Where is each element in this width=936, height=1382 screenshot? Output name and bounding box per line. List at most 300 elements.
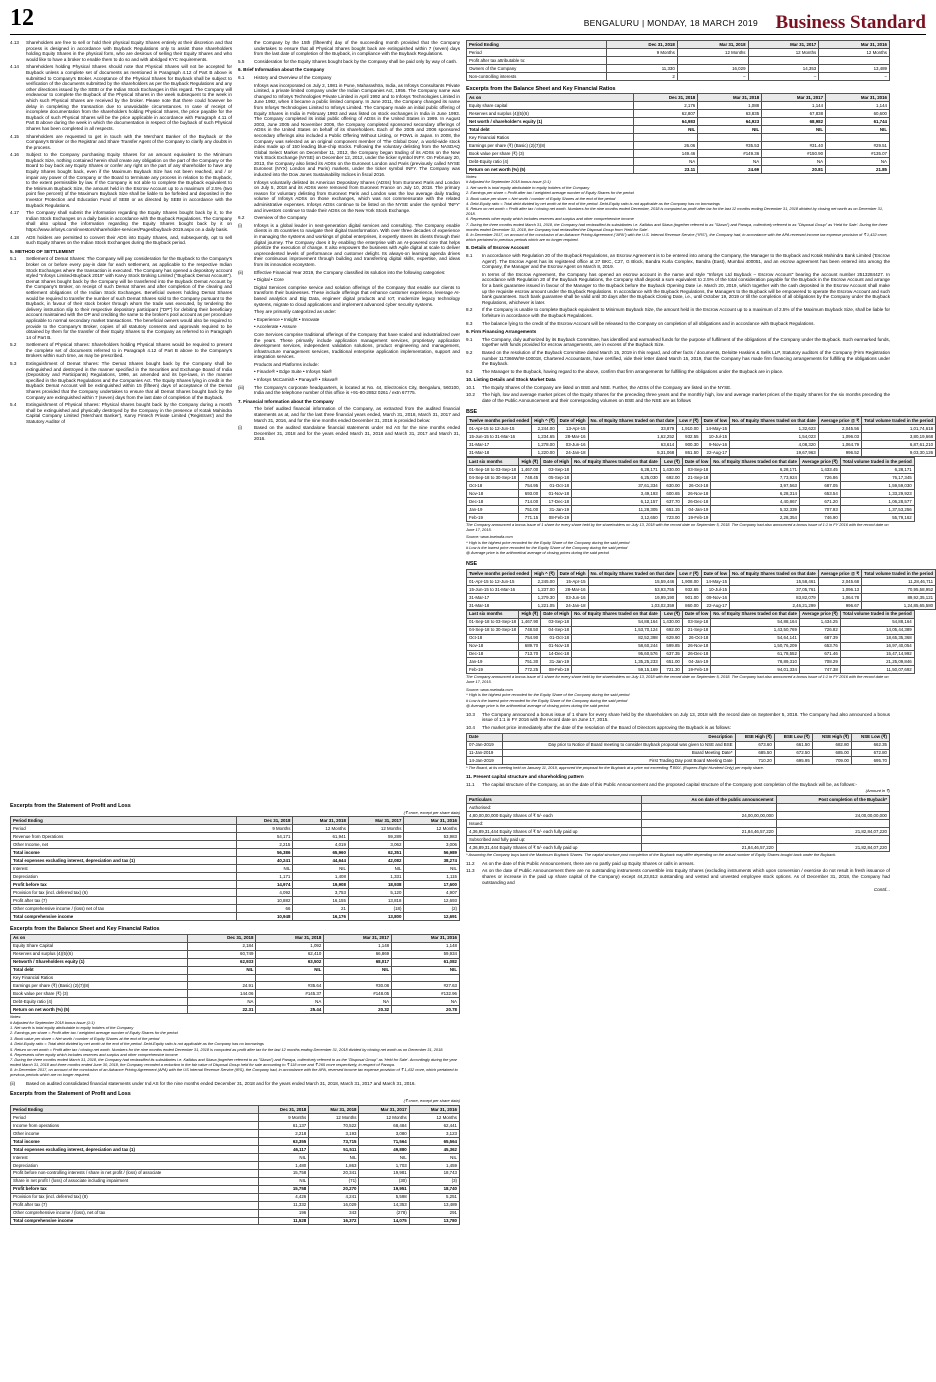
- column-header: Date of High: [557, 417, 588, 425]
- table-cell: 15-Apr-15: [557, 577, 588, 585]
- table-row: [11, 1169, 460, 1177]
- table-cell: 726.86: [799, 474, 840, 482]
- table-cell: Provision for tax (incl. deferred tax) (8): [11, 1193, 259, 1201]
- table-cell: Networth / Shareholders equity (1): [11, 958, 188, 966]
- table-row: [467, 489, 915, 497]
- paragraph-text: They are primarily categorized as under:: [254, 309, 337, 315]
- table-cell: 65,564: [409, 1137, 459, 1145]
- table-cell: 03-Sep-18: [541, 618, 572, 626]
- table-cell: 04-Jan-19: [682, 505, 710, 513]
- table-header-row: [467, 417, 936, 425]
- paragraph-text: Consideration for the Equity Shares bought back by the Company shall be paid only by way of cash.: [254, 58, 458, 64]
- table-cell: 1,459: [409, 1161, 459, 1169]
- note-line: 3. Book value per share = Net worth / number of Equity Shares at the end of the period: [10, 1035, 160, 1041]
- table-cell: 651.00: [660, 658, 682, 666]
- paragraph-number: [238, 309, 254, 315]
- table-cell: Day prior to Notice of Board meeting to consider Buyback proposal was given to NSE and BSE: [503, 741, 735, 749]
- table-cell: 01-Oct-18: [541, 482, 572, 490]
- table-cell: 3,193: [309, 1129, 359, 1137]
- column-header: No. of Equity Shares traded on that date: [711, 458, 800, 466]
- section-title: Brief Information about the Company: [243, 67, 325, 73]
- paragraph: [466, 861, 890, 867]
- paragraph: [238, 332, 460, 360]
- table-cell: 709.00: [812, 757, 851, 765]
- table-cell: 03-Sep-18: [682, 618, 710, 626]
- table-cell: 31-Mar-17: [467, 441, 532, 449]
- table-cell: [762, 134, 826, 142]
- table-cell: 14-May-15: [701, 577, 729, 585]
- table-cell: NA: [633, 158, 697, 166]
- paragraph-number: 4.14: [10, 64, 19, 70]
- paragraph-number: (ii): [10, 1080, 16, 1086]
- table-cell: 707.93: [799, 505, 840, 513]
- table-cell: Other comprehensive income / (loss), net of tax: [11, 1209, 259, 1217]
- note-line: Notes:: [10, 1014, 22, 1020]
- paragraph-text: Subject to the Company purchasing Equity Shares for an amount equivalent to the Minimum Buyback Size, nothing contained herein shall create any obligation on the part of the Company or the Board to buy back any Equity Shares or confer any right on the part of any shareholder to have any Equity Shares bought back, even if the Maximum Buyback Size has not been reached, and / or impair any power of the Company or the Board to terminate any process in relation to the Buyback, to the extent permissible by law. If the Company is not able to complete the Buyback equivalent to the Minimum Buyback Size, the amount held in the Escrow Account up to a maximum of 2.5% (two point five percent) of the Maximum Buyback Size shall be liable to be forfeited and deposited in the Investor Protection and Education Fund of SEBI or as directed by SEBI in accordance with the Buyback Regulations.: [26, 152, 232, 208]
- table-cell: 5,251: [409, 1193, 459, 1201]
- table-cell: 3,062: [348, 841, 404, 849]
- table-cell: #35.53: [698, 142, 762, 150]
- table-cell: 54,88,164: [711, 618, 800, 626]
- paragraph-number: 4.15: [10, 133, 19, 139]
- table-cell: NA: [324, 998, 392, 1006]
- table-cell: 26-Nov-18: [682, 642, 710, 650]
- table-cell: 54,171: [237, 833, 293, 841]
- table-cell: 685.00: [812, 749, 851, 757]
- table-cell: #31.40: [762, 142, 826, 150]
- table-cell: 653.76: [799, 642, 840, 650]
- note-line: ^ High is the highest price recorded for the Equity Share of the Company during the said period: [466, 692, 630, 698]
- table-cell: 09-Nov-16: [701, 593, 729, 601]
- table-cell: 62,441: [409, 1121, 459, 1129]
- table-cell: Reserves and surplus (4)(5)(6): [467, 110, 634, 118]
- table-cell: 1,430.00: [660, 618, 682, 626]
- table-cell: 08-Feb-19: [541, 513, 572, 521]
- table-header-row: [467, 94, 890, 102]
- table-cell: 78,89,310: [711, 658, 800, 666]
- table-cell: 3,80,19,668: [862, 433, 936, 441]
- table-row: [11, 1217, 460, 1225]
- paragraph-text: ADS holders are permitted to convert their ADS into Equity Shares, and, subsequently, opt to sell such Equity Shares on the Indian Stock Exchanges during the Buyback period.: [26, 234, 232, 246]
- table-cell: 3,080: [359, 1129, 409, 1137]
- column-header: Mar 31, 2016: [826, 94, 890, 102]
- table-cell: [819, 56, 890, 64]
- paragraph-number: 5.5: [238, 58, 245, 64]
- table-cell: Profit after tax attributable to:: [467, 56, 607, 64]
- table-cell: 89,92,35,121: [862, 593, 936, 601]
- table-row: [11, 857, 460, 865]
- column-header: BSE Low (₹): [774, 733, 812, 741]
- table-cell: NIL: [258, 1153, 309, 1161]
- masthead-logo: Business Standard: [775, 12, 926, 33]
- table-cell: 751.00: [519, 505, 541, 513]
- section-heading: [238, 67, 460, 73]
- table-cell: 3,123: [409, 1129, 459, 1137]
- table-row: [467, 741, 890, 749]
- table-cell: Owners of the Company: [467, 64, 607, 72]
- table-cell: 01-Nov-18: [541, 642, 572, 650]
- data-table: [466, 795, 890, 852]
- paragraph-text: The Company, duly authorized by its Buyback Committee, has identified and earmarked funds for the purpose of fulfilment of the obligations of the Company under the Buyback. Such earmarked funds, together with funds provided for escrow arrangements, are in excess of the Buyback Size.: [482, 336, 890, 348]
- table-cell: 10-Jul-15: [701, 585, 729, 593]
- table-cell: 24,00,00,00,000: [642, 812, 777, 820]
- table-cell: 42,082: [348, 857, 404, 865]
- table-row: [467, 601, 936, 609]
- table-cell: 1,863: [309, 1161, 359, 1169]
- table-cell: 149.46: [633, 150, 697, 158]
- paragraph: [238, 385, 460, 396]
- paragraph-text: As on the date of this Public Announcement, there are no partly paid up Equity Shares or calls in arrears.: [482, 860, 695, 866]
- paragraph: [10, 342, 232, 359]
- table-cell: 630.00: [660, 482, 682, 490]
- table-row: [11, 950, 460, 958]
- note-line: 6. Represents other equity which includes reserves and surplus and other comprehensive income: [466, 216, 634, 222]
- section-number: 8.: [466, 245, 470, 251]
- table-cell: 2,245.00: [532, 577, 557, 585]
- table-cell: 21,84,46,57,220: [642, 844, 777, 852]
- table-cell: 5,120: [348, 889, 404, 897]
- paragraph-text: Products and Platforms include:: [254, 361, 319, 367]
- table-cell: 60,600: [826, 110, 890, 118]
- table-cell: 1,115: [404, 873, 460, 881]
- note-line: ^ High is the highest price recorded for the Equity Share of the Company during the said period: [466, 539, 630, 545]
- column-header: No. of Equity Shares traded on that date: [711, 610, 800, 618]
- paragraph: [466, 307, 890, 318]
- table-row: [467, 658, 915, 666]
- table-cell: Board Meeting Date*: [503, 749, 735, 757]
- table-cell: 64,983: [633, 118, 697, 126]
- paragraph: [10, 361, 232, 400]
- paragraph-number: (i): [238, 425, 243, 431]
- table-cell: 291: [409, 1209, 459, 1217]
- paragraph-text: Digital Services comprise service and solution offerings of the Company that enable our clients to transform their businesses. These include offerings that enhance customer experience, leverage AI-based analytics and Big Data, engineer digital products and IoT, modernize legacy technology systems, migrate to cloud applications and implement advanced cyber security systems.: [254, 284, 460, 307]
- table-cell: 5,598: [359, 1193, 409, 1201]
- table-row: [467, 820, 890, 828]
- table-cell: Dec-18: [467, 650, 519, 658]
- table-cell: 11,28,305: [572, 505, 661, 513]
- table-cell: 82,52,398: [572, 634, 661, 642]
- table-cell: [698, 134, 762, 142]
- table-cell: 721.30: [660, 666, 682, 674]
- table-cell: 4,40,867: [711, 497, 800, 505]
- column-header: Mar 31, 2016: [409, 1105, 459, 1113]
- table-cell: 40,241: [237, 857, 293, 865]
- table-cell: 59,934: [392, 950, 460, 958]
- table-cell: 1,59,59,030: [840, 482, 914, 490]
- table-cell: 01-Sep-18 to 03-Sep-18: [467, 618, 519, 626]
- section-number: 10.: [466, 377, 473, 383]
- table-row: [11, 1185, 460, 1193]
- table-cell: 18,740: [409, 1185, 459, 1193]
- table-cell: 4,36,89,31,444 Equity Shares of ₹ 5/- each fully paid up: [467, 844, 642, 852]
- table-notes: [466, 535, 890, 556]
- table-cell: 751.30: [519, 658, 541, 666]
- table-cell: 1,467.00: [519, 466, 541, 474]
- table-cell: 16,029: [677, 64, 748, 72]
- table-cell: Profit after tax (7): [11, 897, 237, 905]
- table-cell: 12 Months: [677, 48, 748, 56]
- note-line: 8. In December 2017, on account of the conclusion of an Advance Pricing Agreement ("APA") with the U.S. Internal Revenue Service ("IRS"), the Company had, in accordance with the APA reversed income tax expense provision of ₹ 1,432 crore, which pertained to previous periods which are no longer required.: [466, 231, 888, 242]
- table-cell: 1,703: [359, 1161, 409, 1169]
- table-cell: 83,82,079: [730, 593, 819, 601]
- table-row: [467, 650, 915, 658]
- table-cell: 21,82,84,07,220: [776, 844, 889, 852]
- column-header: Particulars: [467, 796, 642, 804]
- table-cell: 12 Months: [409, 1113, 459, 1121]
- paragraph-text: History and Overview of the Company: [254, 74, 332, 80]
- column-header: BSE High (₹): [735, 733, 774, 741]
- table-cell: 61,082: [392, 958, 460, 966]
- table-row: [11, 1201, 460, 1209]
- table-cell: 04-Jan-19: [682, 658, 710, 666]
- table-cell: 2,46,21,299: [730, 601, 819, 609]
- table-row: [11, 1121, 460, 1129]
- table-cell: 22.31: [188, 1006, 256, 1014]
- table-cell: 07-Jan-2019: [467, 741, 503, 749]
- table-cell: (30): [359, 1177, 409, 1185]
- table-cell: 695.95: [774, 757, 812, 765]
- table-cell: 54,88,164: [840, 618, 914, 626]
- table-cell: [606, 56, 677, 64]
- table-cell: 6,28,314: [711, 489, 800, 497]
- table-cell: 5,31,068: [588, 449, 677, 457]
- data-table: [466, 416, 936, 457]
- table-cell: 1,408: [293, 873, 349, 881]
- table-row: [467, 844, 890, 852]
- table-row: [467, 72, 890, 80]
- section-number: 11.: [466, 774, 473, 780]
- table-cell: 710.20: [735, 757, 774, 765]
- paragraph: [238, 285, 460, 307]
- table-row: [467, 102, 890, 110]
- paragraph-number: [238, 324, 254, 330]
- paragraph-number: (iii): [238, 384, 245, 390]
- table-cell: 900.30: [677, 441, 701, 449]
- paragraph-number: [238, 317, 254, 323]
- table-row: [467, 513, 915, 521]
- table-cell: #145.37: [256, 990, 324, 998]
- table-row: [467, 757, 890, 765]
- paragraph-text: The Manager to the Buyback, having regard to the above, confirm that firm arrangements for fulfilling the obligations under the Buyback are in place.: [482, 368, 784, 374]
- table-cell: 713.70: [519, 650, 541, 658]
- paragraph-number: [238, 369, 254, 375]
- table-row: [11, 1113, 460, 1121]
- table-cell: #29.51: [826, 142, 890, 150]
- paragraph-number: 6.2: [238, 215, 245, 221]
- table-row: [11, 905, 460, 913]
- table-title: Excerpts from the Balance Sheet and Key Financial Ratios: [10, 926, 160, 933]
- table-cell: 01-Nov-18: [541, 489, 572, 497]
- table-cell: 24-Jan-18: [557, 601, 588, 609]
- table-cell: 18,743: [409, 1169, 459, 1177]
- table-cell: 693.00: [519, 489, 541, 497]
- page-header: [10, 4, 926, 35]
- page-number: 12: [10, 5, 34, 31]
- paragraph-number: 11.1: [466, 781, 475, 787]
- table-row: [467, 56, 890, 64]
- column-header: Mar 31, 2017: [748, 41, 819, 49]
- table-cell: 08-Feb-19: [541, 666, 572, 674]
- paragraph-text: the Company by the 15th (fifteenth) day of the succeeding month provided that the Company undertakes to ensure that all Physical Shares bought back are extinguished within 7 (seven) days from the last date of completion of the Buyback, in compliance with the Buyback Regulations.: [254, 40, 460, 57]
- section-title: Listing Details and Stock Market Data: [473, 377, 556, 383]
- table-cell: Book value per share (₹) (3): [11, 990, 188, 998]
- column-header: Date of low: [682, 610, 710, 618]
- table-cell: 1,221.05: [532, 601, 557, 609]
- table-cell: 19,951: [359, 1185, 409, 1193]
- table-row: [467, 166, 890, 174]
- table-cell: (278): [359, 1209, 409, 1217]
- table-row: [11, 881, 460, 889]
- paragraph-text: Extinguishment of Demat Shares: The Demat Shares bought back by the Company shall be extinguished and destroyed in the manner specified in the Securities and Exchange Board of India (Depository and Participants) Regulations, 1996, as amended and its bye-laws, in the manner specified in the Buyback Regulations and the Companies Act. The Equity Shares lying in credit in the Buyback Demat Account will be extinguished within 15 (fifteen) days of acceptance of the Demat Shares provided that the Company undertakes to ensure that all Demat Shares bought back by the Company are extinguished within 7 (seven) days from the last date of completion of the Buyback.: [26, 361, 232, 400]
- paragraph-text: Effective Financial Year 2019, the Company classified its solution into the following categories:: [254, 269, 446, 275]
- table-cell: 1,35,25,233: [572, 658, 661, 666]
- table-cell: [776, 820, 889, 828]
- column-header: Mar 31, 2018: [293, 817, 349, 825]
- paragraph-text: • Digital • Core: [254, 277, 284, 283]
- column-header: Dec 31, 2018: [237, 817, 293, 825]
- paragraph: [10, 1081, 460, 1087]
- bse-note: The Company announced a bonus issue of 1 share for every share held by the shareholders on July 13, 2018 with the record date on September 5, 2018. The Company had also announced a bonus issue of 1:1 in FY 2016 with the record date on June 17, 2015.: [466, 521, 889, 532]
- table-cell: 44,644: [293, 857, 349, 865]
- table-cell: 1,62,252: [588, 433, 677, 441]
- paragraph-number: 5.3: [10, 361, 17, 367]
- table-cell: 726.82: [799, 626, 840, 634]
- table-cell: 24,00,00,00,000: [776, 812, 889, 820]
- paragraph: [238, 317, 460, 323]
- table-cell: 15,758: [258, 1185, 309, 1193]
- table-cell: 21,25,09,846: [840, 658, 914, 666]
- paragraph-text: The Company shall submit the information regarding the Equity Shares bought back by it, to the Indian Stock Exchanges on a daily basis in accordance with the Buyback Regulations. The Company shall also upload the information regarding the Equity Shares bought back by it on https://www.infosys.com/investors/shareholder-services/Pages/buyback-2019.aspx on a daily basis.: [26, 210, 232, 232]
- paragraph: [238, 223, 460, 268]
- note-line: 4. Debt-Equity ratio = Total debt divided by net worth at the end of the period. Debt-Equity ratio is not applicable as the Company has no borrowings: [466, 200, 720, 206]
- table-cell: 20.78: [392, 1006, 460, 1014]
- paragraph: [466, 253, 890, 270]
- table-cell: 932.55: [677, 433, 701, 441]
- paragraph: [466, 392, 890, 403]
- table-cell: 67,838: [762, 110, 826, 118]
- table-cell: 26-Oct-18: [682, 634, 710, 642]
- column-header: High ^ (₹): [532, 417, 557, 425]
- table-cell: 26.06: [633, 142, 697, 150]
- table-row: [11, 1006, 460, 1014]
- table-cell: 55,79,162: [840, 513, 914, 521]
- table-cell: 1,03,02,359: [588, 601, 677, 609]
- table-cell: 2,184: [188, 942, 256, 950]
- table-cell: 1,148: [324, 942, 392, 950]
- table-cell: 12 Months: [359, 1113, 409, 1121]
- table-cell: NA: [392, 998, 460, 1006]
- table-header-row: [467, 41, 890, 49]
- table-cell: Other Income, net: [11, 841, 237, 849]
- table-cell: 20.32: [324, 1006, 392, 1014]
- paragraph: [10, 256, 232, 340]
- table-cell: #150.90: [762, 150, 826, 158]
- table-row: [11, 966, 460, 974]
- table-cell: 66: [237, 905, 293, 913]
- paragraph-number: 6.1: [238, 74, 245, 80]
- table-cell: 68,982: [762, 118, 826, 126]
- paragraph-text: As on the date of Public Announcement there are no outstanding instruments convertible into Equity Shares (excluding instruments which upon conversion / exercise do not result in fresh issuance of shares or increase in the paid up share capital of the Company) except 44,23,812 outstanding and vested and unvested employee stock options. As of December 31, 2018, the Company had outstanding and: [482, 868, 890, 885]
- table-cell: 22-Aug-17: [701, 601, 729, 609]
- table-cell: 31-Jan-19: [541, 658, 572, 666]
- note-line: 5. Return on net worth = Profit after tax / closing net worth. Numbers for the nine months ended December 31, 2018 is computed as profit after tax for the last 12 months ending December 31, 2018 divided by closing net worth as on December 31, 2018.: [10, 1046, 444, 1052]
- column-header: High ^ (₹): [532, 569, 557, 577]
- note-line: # Adjusted for September 2018 bonus issue (1:1): [466, 179, 551, 185]
- note-line: Source: www.bseindia.com: [466, 534, 513, 540]
- table-cell: 1,088: [698, 102, 762, 110]
- table-cell: 11,28,46,711: [862, 577, 936, 585]
- table-cell: #132.96: [392, 990, 460, 998]
- note-line: 7. During the three months ended March 31, 2018, the Company had reclassified its subsidiaries i.e. Kallidus and Skava (together referred to as "Skava") and Panaya, collectively referred to as the "Disposal Group" as 'Held for Sale'. Accordingly during the year ended March 31, 2018 and three months ended June 30, 2018, the Company recorded a reduction in the fair value of Disposal Group held for sale amounting to ₹ 118 crore and ₹ 265 crore respectively, in respect of Panaya.: [10, 1057, 457, 1067]
- note-line: 2. Earnings per share = Profit after tax / weighted average number of Equity Shares for the period: [466, 190, 634, 196]
- table-row: [11, 958, 460, 966]
- table-cell: 25.44: [256, 1006, 324, 1014]
- paragraph-number: 5.4: [10, 402, 17, 408]
- table-cell: Feb-19: [467, 513, 519, 521]
- table-cell: 56,386: [237, 849, 293, 857]
- column-header: Total volume traded in the period: [840, 458, 914, 466]
- table-cell: [392, 974, 460, 982]
- table-cell: 13,489: [409, 1201, 459, 1209]
- table-cell: 15-Jun-15 to 31-Mar-16: [467, 433, 532, 441]
- table-cell: NIL: [359, 1153, 409, 1161]
- table-cell: NIL: [293, 865, 349, 873]
- table-cell: Key Financial Ratios: [11, 974, 188, 982]
- table-cell: 15-Jun-15 to 31-Mar-16: [467, 585, 532, 593]
- table-cell: #27.63: [392, 982, 460, 990]
- section-heading: [238, 399, 460, 405]
- column-header: Low # (₹): [677, 417, 701, 425]
- table-cell: 95,60,576: [572, 650, 661, 658]
- paragraph: [10, 210, 232, 232]
- table-cell: 63,502: [256, 958, 324, 966]
- table-cell: 2,28,354: [711, 513, 800, 521]
- table-cell: 9-Nov-16: [701, 441, 729, 449]
- table-cell: [677, 56, 748, 64]
- table-cell: 144.06: [188, 990, 256, 998]
- table-cell: 24.69: [698, 166, 762, 174]
- table-cell: 748.50: [519, 626, 541, 634]
- table-row: [11, 873, 460, 881]
- table-cell: 1,148: [392, 942, 460, 950]
- paragraph-text: The capital structure of the Company, as on the date of this Public Announcement and the proposed capital structure of the Company post completion of the Buyback will be, as follows:-: [482, 781, 858, 787]
- note-line: 5. Return on net worth = Profit after tax / closing net worth. Numbers for the nine months ended December, 2018 is computed as profit after tax for the last 12 months ending December 31, 2018 divided by closing net worth as on December 31, 2018.: [466, 206, 884, 217]
- column-header: No. of Equity Shares traded on that date: [588, 417, 677, 425]
- table-cell: First Trading Day post Board Meeting Date: [503, 757, 735, 765]
- table-cell: 754.90: [519, 634, 541, 642]
- table-cell: NIL: [237, 865, 293, 873]
- section-heading: [466, 774, 890, 780]
- table-row: [467, 150, 890, 158]
- data-table: [10, 934, 460, 1015]
- table-cell: 58,60,244: [572, 642, 661, 650]
- paragraph: [238, 277, 460, 283]
- paragraph-number: (i): [238, 222, 243, 228]
- paragraph-text: Infosys was incorporated on July 2, 1981 in Pune, Maharashtra, India, as Infosys Consultants Private Limited, a private limited company under the Indian Companies Act, 1956. The Company name was changed to Infosys Technologies Private Limited in April 1992 and to Infosys Technologies Limited in June 1992, when it became a public limited company. In June 2011, the Company changed its name from Infosys Technologies Limited to Infosys Limited. The Company made an initial public offering of Equity Shares in India in February 1993 and was listed on stock exchanges in India in June 1993. The Company completed its initial public offering of ADSs in the United States in 1999. In August 2003, June 2005 and November 2006, the Company completed sponsored secondary offerings of ADSs in the United States on behalf of its shareholders. Each of the 2005 and 2006 sponsored secondary offerings also included a Public Offering Without Listing, or POWL in Japan. In 2008, the Company was selected as an original component member of 'The Global Dow', a world-wide stock index made up of 150 leading blue-chip stocks. Following the voluntary delisting from the NASDAQ Global Select Market on December 11, 2012, the Company began trading of its ADSs on the New York Stock Exchange (NYSE) on December 12, 2012, under the ticker symbol INFY. On February 20, 2013, the Company also listed its ADSs on the Euronext London and Paris (previously called NYSE Euronext (NYX) London and Paris) markets, under the ticker symbol INFY. The Company was inducted into the Dow Jones Sustainability Indices in fiscal 2016.: [254, 82, 460, 178]
- column-header: No. of Equity Shares traded on that date: [572, 458, 661, 466]
- table-cell: 01-Apr-15 to 12-Jun-15: [467, 425, 532, 433]
- table-cell: 13-Apr-15: [557, 425, 588, 433]
- table-cell: 12 Months: [819, 48, 890, 56]
- paragraph-number: 10.1: [466, 384, 475, 390]
- column-header: Twelve months period ended: [467, 417, 532, 425]
- paragraph-number: 4.18: [10, 234, 19, 240]
- table-cell: 1,144: [762, 102, 826, 110]
- table-cell: Period: [11, 1113, 259, 1121]
- table-cell: 65,960: [293, 849, 349, 857]
- table-cell: (3): [409, 1177, 459, 1185]
- table-cell: 3,753: [293, 889, 349, 897]
